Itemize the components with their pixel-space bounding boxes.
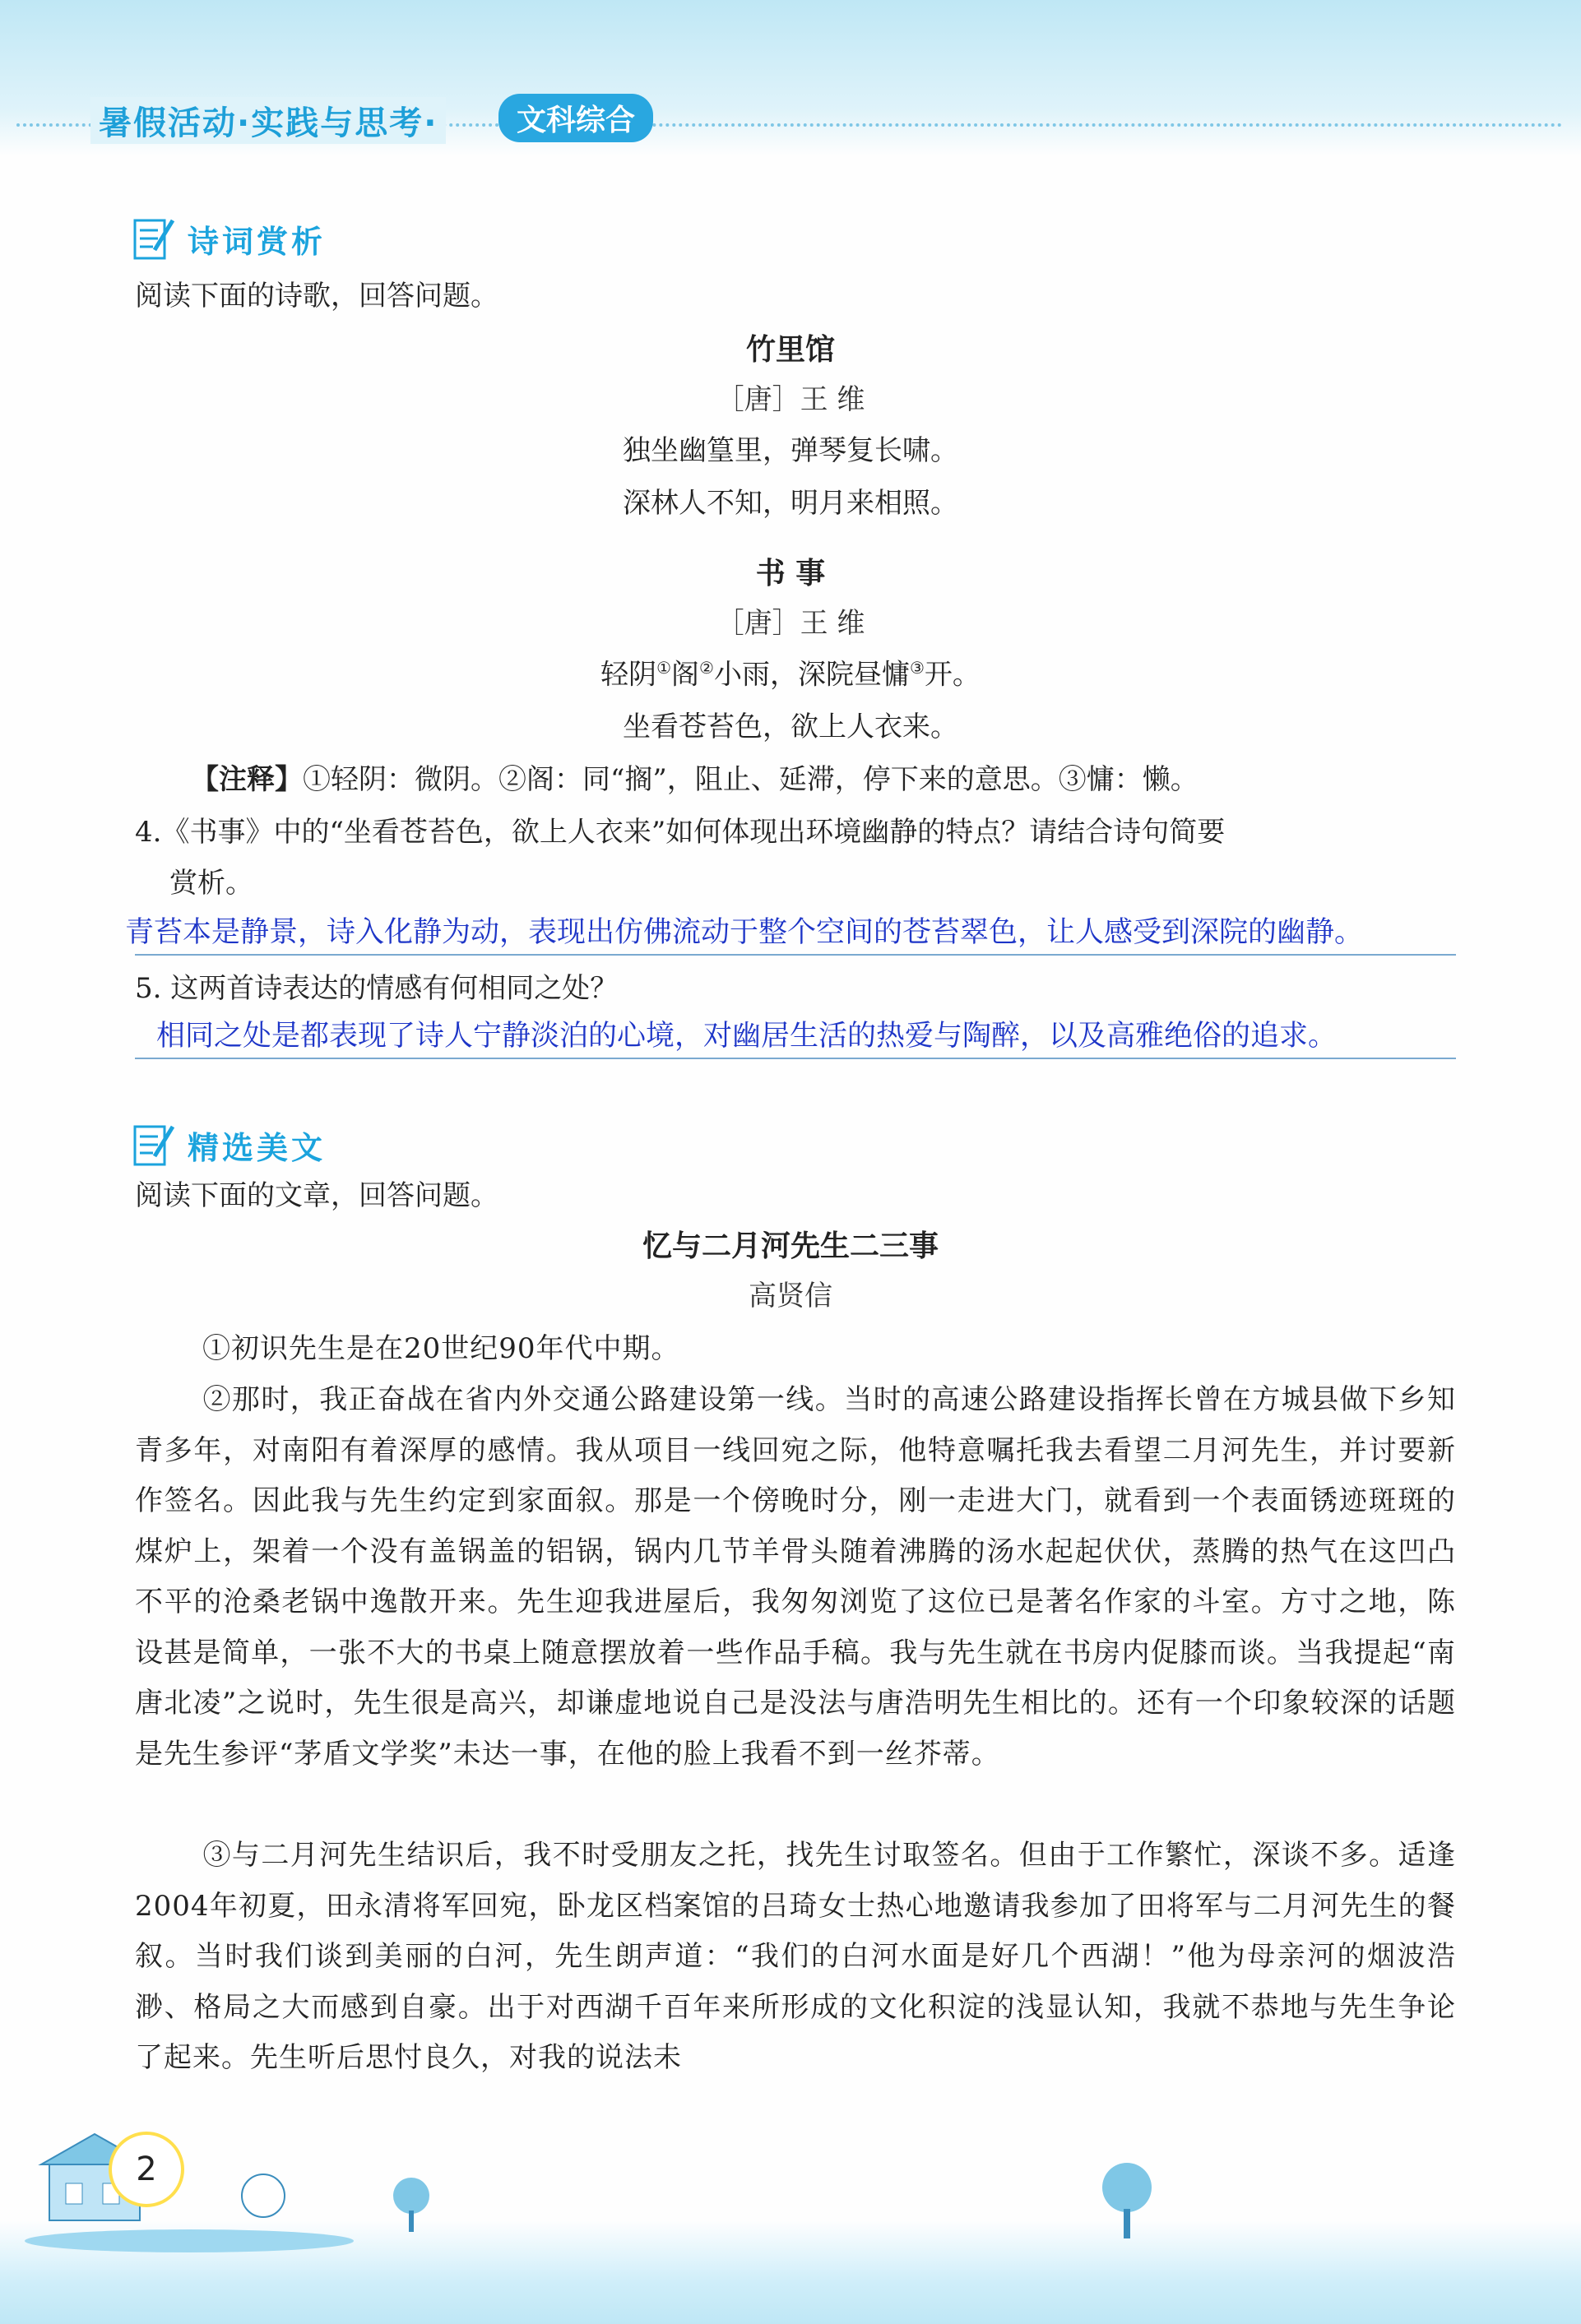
poem-text: 阁 [671, 658, 700, 692]
article-author: 高贤信 [749, 1280, 832, 1312]
question-5: 5. 这两首诗表达的情感有何相同之处？ [135, 972, 619, 1005]
question-4: 4.《书事》中的“坐看苍苔色，欲上人衣来”如何体现出环境幽静的特点？请结合诗句简要 [135, 816, 1226, 849]
tree-icon [1086, 2155, 1168, 2245]
annotation-text: ①轻阴：微阴。②阁：同“搁”，阻止、延滞，停下来的意思。③慵：懒。 [303, 763, 1198, 796]
article-paragraph [135, 1324, 1456, 1375]
paragraph-text: ③与二月河先生结识后，我不时受朋友之托，找先生讨取签名。但由于工作繁忙，深谈不多。适逢2004年初夏，田永清将军回宛，卧龙区档案馆的吕琦女士热心地邀请我参加了田将军与二月河先生的餐叙。当时我们谈到美丽的白河，先生朗声道：“我们的白河水面是好几个西湖！”他为母亲河的烟波浩渺、格局之大而感到自豪。出于对西湖千百年来所形成的文化积淀的浅显认知，我就不恭地与先生争论了起来。先生听后思忖良久，对我的说法未 [135, 1839, 1456, 2074]
section-title: 诗词赏析 [188, 223, 327, 260]
header-title: 暑假活动·实践与思考· [90, 97, 446, 144]
section-heading-poetry [133, 215, 326, 262]
poem-line: 深林人不知，明月来相照。 [623, 487, 958, 520]
answer-underline [135, 1058, 1456, 1059]
header-badge: 文科综合 [498, 94, 653, 142]
poem-title: 书 事 [755, 557, 826, 590]
house-illustration-icon [16, 2105, 362, 2253]
poem-line: 坐看苍苔色，欲上人衣来。 [623, 711, 958, 743]
poem-line: 独坐幽篁里，弹琴复长啸。 [623, 434, 958, 467]
answer-5: 相同之处是都表现了诗人宁静淡泊的心境，对幽居生活的热爱与陶醉，以及高雅绝俗的追求。 [156, 1020, 1338, 1053]
footnote-marker: ② [699, 658, 714, 678]
article-title: 忆与二月河先生二三事 [642, 1229, 939, 1263]
question-4-cont: 赏析。 [169, 867, 253, 900]
section-title: 精选美文 [188, 1129, 327, 1166]
section-intro: 阅读下面的文章，回答问题。 [135, 1179, 498, 1212]
poem-author: ［唐］王 维 [716, 607, 865, 640]
page-number: 2 [109, 2132, 184, 2207]
poem-text: 轻阴 [600, 658, 657, 692]
paragraph-text: ①初识先生是在20世纪90年代中期。 [202, 1332, 680, 1365]
notepad-pencil-icon [133, 215, 176, 262]
footnote-marker: ③ [909, 658, 925, 678]
paragraph-text: ②那时，我正奋战在省内外交通公路建设第一线。当时的高速公路建设指挥长曾在方城县做下乡知青多年，对南阳有着深厚的感情。我从项目一线回宛之际，他特意嘱托我去看望二月河先生，并讨要新作签名。因此我与先生约定到家面叙。那是一个傍晚时分，刚一走进大门，就看到一个表面锈迹斑斑的煤炉上，架着一个没有盖锅盖的铝锅，锅内几节羊骨头随着沸腾的汤水起起伏伏，蒸腾的热气在这凹凸不平的沧桑老锅中逸散开来。先生迎我进屋后，我匆匆浏览了这位已是著名作家的斗室。方寸之地，陈设甚是简单，一张不大的书桌上随意摆放着一些作品手稿。我与先生就在书房内促膝而谈。当我提起“南唐北凌”之说时，先生很是高兴，却谦虚地说自己是没法与唐浩明先生相比的。还有一个印象较深的话题是先生参评“茅盾文学奖”未达一事，在他的脸上我看不到一丝芥蒂。 [135, 1383, 1456, 1771]
answer-underline [135, 954, 1456, 956]
answer-4: 青苔本是静景，诗入化静为动，表现出仿佛流动于整个空间的苍苔翠色，让人感受到深院的幽静。 [125, 916, 1364, 949]
annotation-label: 【注释】 [191, 763, 303, 796]
section-intro: 阅读下面的诗歌，回答问题。 [135, 280, 498, 312]
article-paragraph [135, 1831, 1456, 2084]
annotation [191, 763, 1198, 797]
poem-text: 小雨，深院昼慵 [713, 658, 910, 692]
poem-text: 开。 [924, 658, 981, 692]
notepad-pencil-icon [133, 1122, 176, 1168]
footnote-marker: ① [656, 658, 672, 678]
poem-line [0, 658, 1581, 692]
section-heading-essay [133, 1122, 326, 1168]
tree-icon [378, 2171, 444, 2237]
poem-title: 竹里馆 [745, 333, 835, 367]
article-paragraph [135, 1375, 1456, 1780]
poem-author: ［唐］王 维 [716, 383, 865, 416]
